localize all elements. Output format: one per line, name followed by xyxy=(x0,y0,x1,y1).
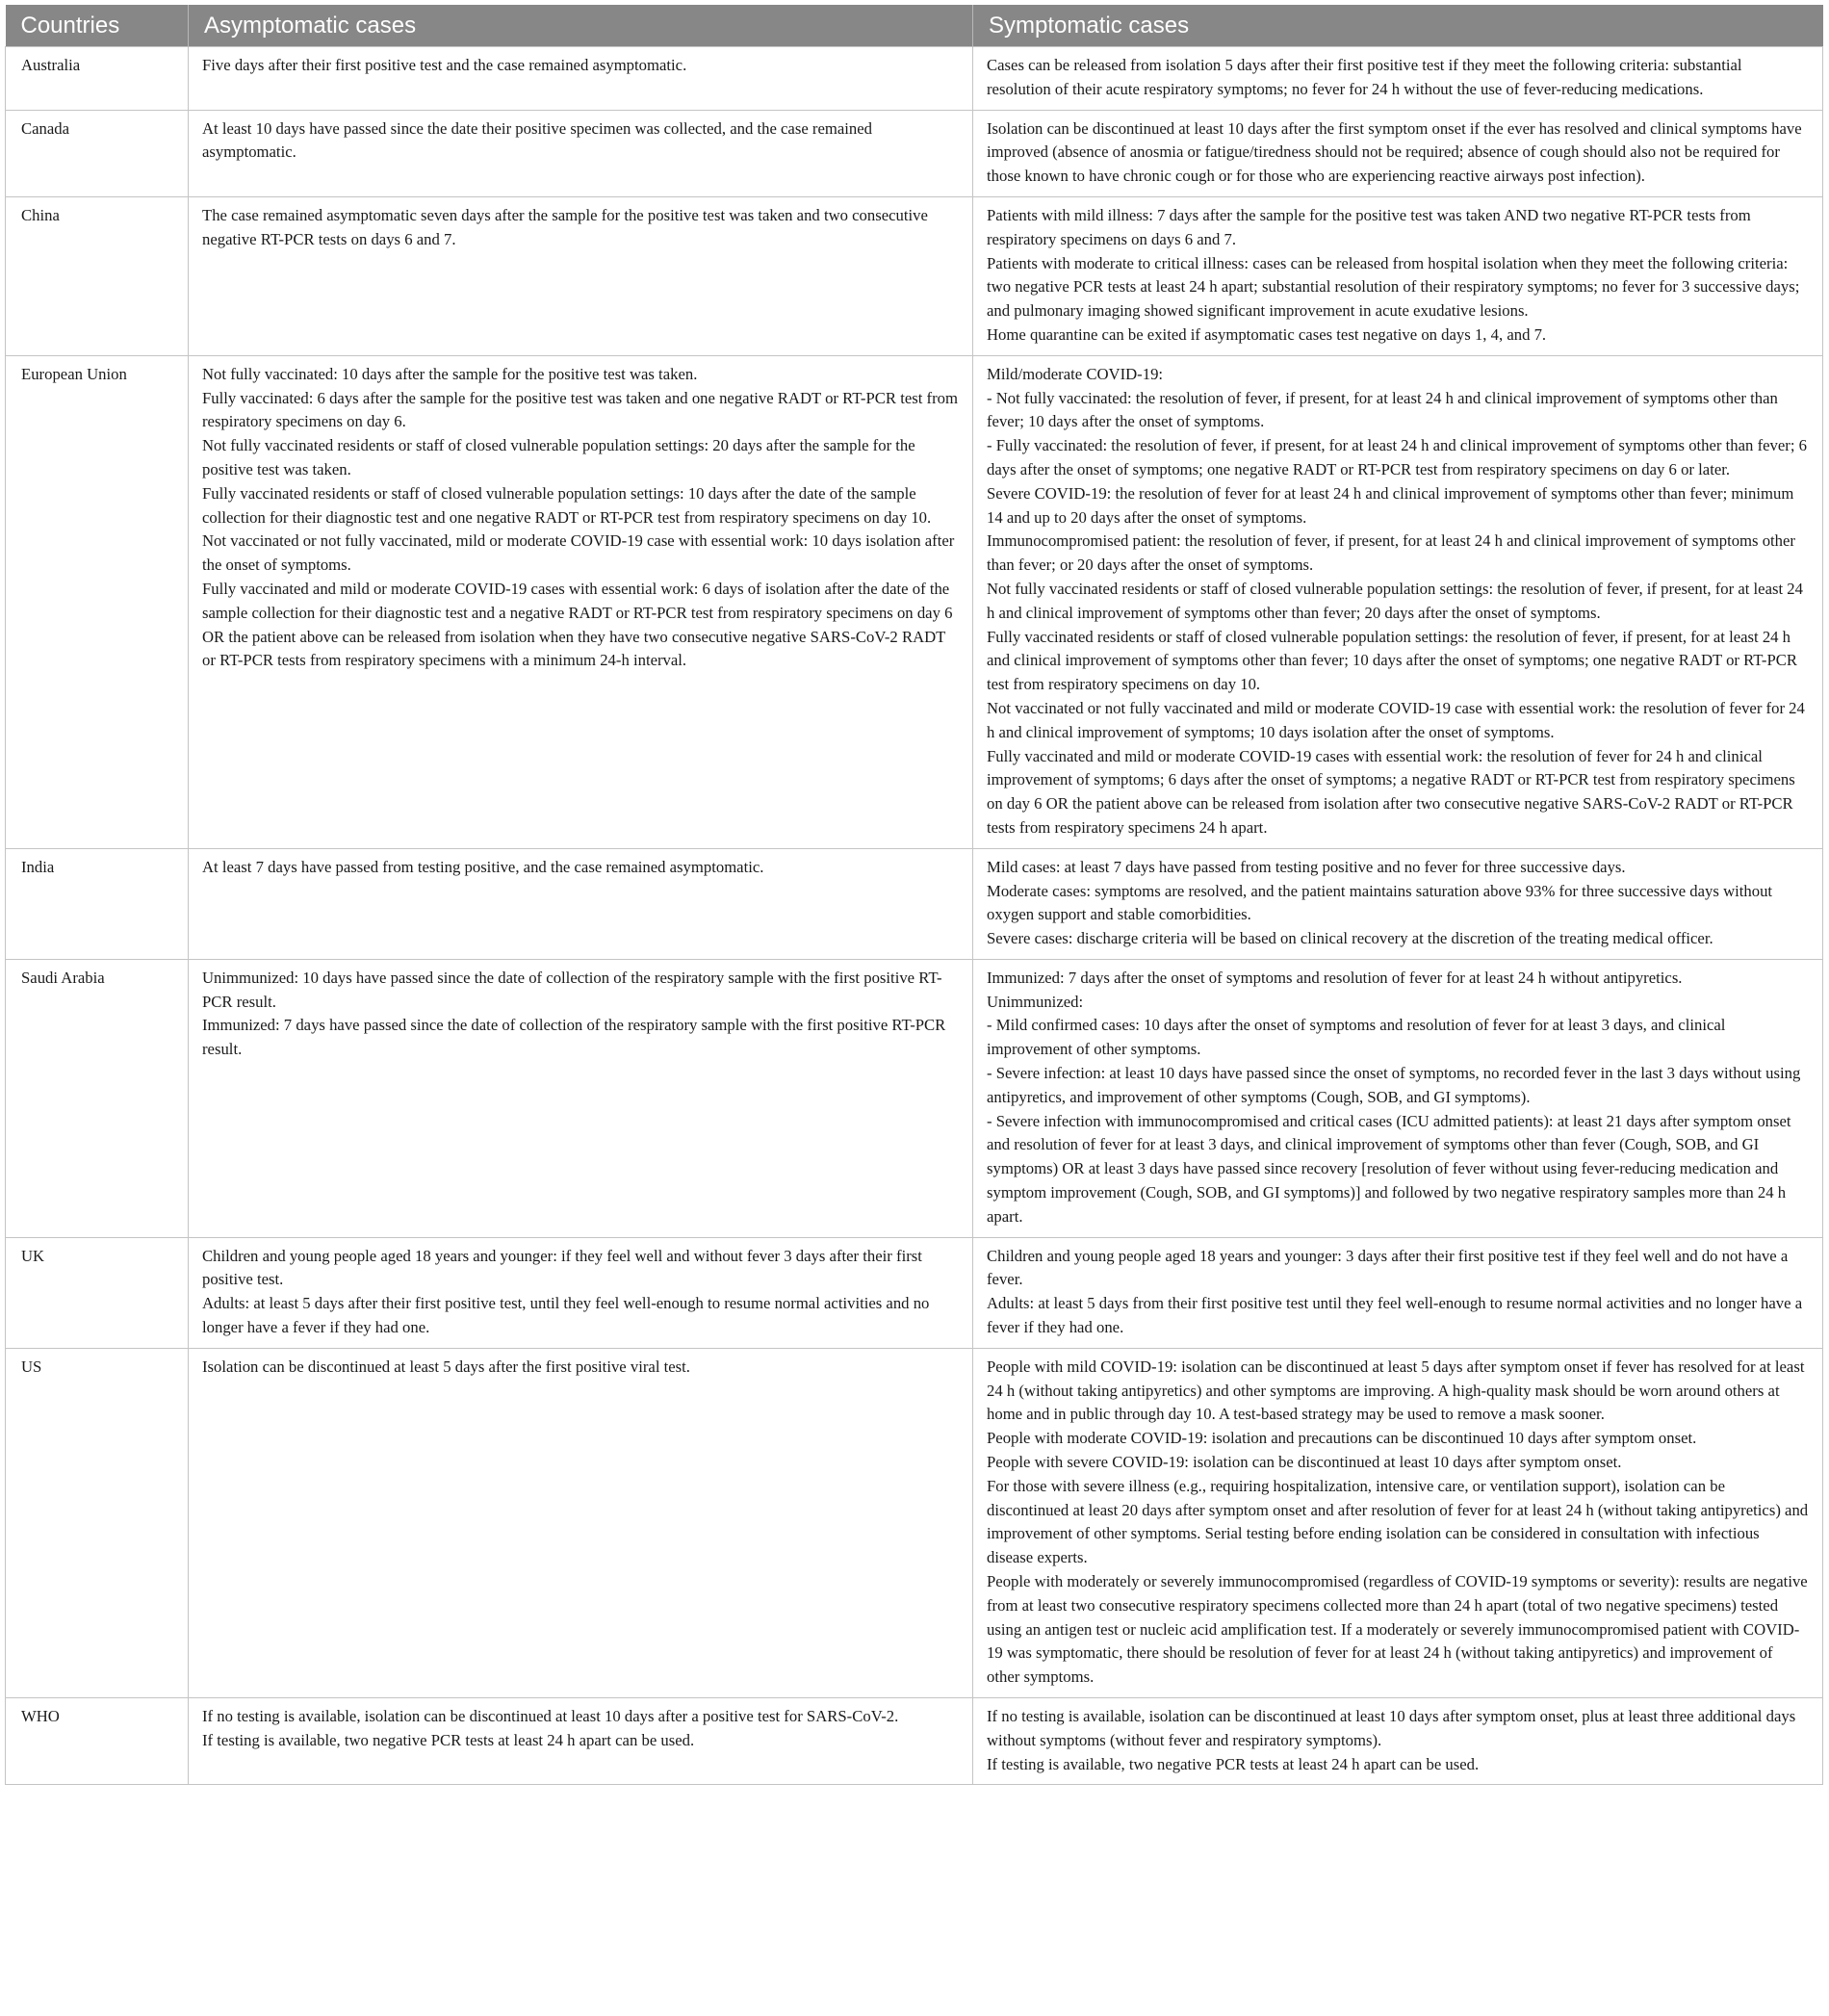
table-row xyxy=(6,1698,1823,1785)
asymptomatic-cell xyxy=(189,47,973,111)
symptomatic-criterion: Severe COVID-19: the resolution of fever for at least 24 h and clinical improvement of symptoms other than fever; minimum 14 and up to 20 days after the onset of symptoms. xyxy=(987,483,1794,527)
symptomatic-criterion: - Fully vaccinated: the resolution of fever, if present, for at least 24 h and clinical improvement of symptoms other than fever; 6 days after the onset of symptoms; one negative RADT or RT-PCR test from respiratory specimens on day 6 or later. xyxy=(987,436,1807,478)
asymptomatic-criterion: Not vaccinated or not fully vaccinated, mild or moderate COVID-19 case with essential work: 10 days isolation after the onset of symptoms. xyxy=(202,531,955,575)
asymptomatic-criterion: Children and young people aged 18 years and younger: if they feel well and without fever 3 days after their first positive test. xyxy=(202,1246,922,1289)
symptomatic-criterion: Fully vaccinated and mild or moderate COVID-19 cases with essential work: the resolution of fever for 24 h and clinical improvement of symptoms; 6 days after the onset of symptoms; a negative RADT or RT-PCR test from respiratory specimens on day 6 OR the patient above can be released from isolation after two consecutive negative SARS-CoV-2 RADT or RT-PCR tests from respiratory specimens 24 h apart. xyxy=(987,746,1795,837)
table-header xyxy=(6,5,1823,47)
asymptomatic-cell xyxy=(189,196,973,355)
symptomatic-criterion: Isolation can be discontinued at least 10 days after the first symptom onset if the ever has resolved and clinical symptoms have improved (absence of anosmia or fatigue/tiredness should not be required; absence of cough should also not be required for those known to have chronic cough or for those who are experiencing reactive airways post infection). xyxy=(987,118,1802,186)
symptomatic-criterion: Patients with moderate to critical illness: cases can be released from hospital isolation when they meet the following criteria: two negative PCR tests at least 24 h apart; substantial resolution of their respiratory symptoms; no fever for 3 successive days; and pulmonary imaging showed significant improvement in acute exudative lesions. xyxy=(987,253,1800,321)
header-countries: Countries xyxy=(6,5,189,47)
symptomatic-criterion: Mild/moderate COVID-19: xyxy=(987,364,1164,383)
isolation-criteria-table xyxy=(5,5,1823,1785)
header-symptomatic: Symptomatic cases xyxy=(973,5,1823,47)
symptomatic-criterion: Mild cases: at least 7 days have passed from testing positive and no fever for three successive days. xyxy=(987,857,1626,876)
symptomatic-criterion: Fully vaccinated residents or staff of closed vulnerable population settings: the resolution of fever, if present, for at least 24 h and clinical improvement of symptoms other than fever; 10 days after the onset of symptoms; one negative RADT or RT-PCR test from respiratory specimens on day 10. xyxy=(987,627,1798,694)
header-row xyxy=(6,5,1823,47)
symptomatic-cell xyxy=(973,1348,1823,1697)
symptomatic-criterion: - Mild confirmed cases: 10 days after the onset of symptoms and resolution of fever for at least 3 days, and clinical improvement of other symptoms. xyxy=(987,1016,1726,1059)
table-row xyxy=(6,1237,1823,1348)
symptomatic-criterion: Adults: at least 5 days from their first positive test until they feel well-enough to resume normal activities and no longer have a fever if they had one. xyxy=(987,1294,1803,1337)
table-row xyxy=(6,196,1823,355)
symptomatic-cell xyxy=(973,47,1823,111)
symptomatic-cell xyxy=(973,1237,1823,1348)
symptomatic-criterion: Not fully vaccinated residents or staff of closed vulnerable population settings: the resolution of fever, if present, for at least 24 h and clinical improvement of symptoms other than fever; 20 days after the onset of symptoms. xyxy=(987,579,1803,622)
asymptomatic-cell xyxy=(189,1237,973,1348)
symptomatic-criterion: Not vaccinated or not fully vaccinated and mild or moderate COVID-19 case with essential work: the resolution of fever for 24 h and clinical improvement of symptoms; 10 days isolation after the onset of symptoms. xyxy=(987,698,1805,741)
symptomatic-criterion: Children and young people aged 18 years and younger: 3 days after their first positive test if they feel well and do not have a fever. xyxy=(987,1246,1789,1289)
asymptomatic-criterion: The case remained asymptomatic seven days after the sample for the positive test was taken and two consecutive negative RT-PCR tests on days 6 and 7. xyxy=(202,205,928,248)
asymptomatic-criterion: Unimmunized: 10 days have passed since the date of collection of the respiratory sample with the first positive RT-PCR result. xyxy=(202,968,942,1011)
country-cell: US xyxy=(6,1348,189,1697)
symptomatic-cell xyxy=(973,959,1823,1237)
asymptomatic-criterion: Five days after their first positive test and the case remained asymptomatic. xyxy=(202,56,687,74)
asymptomatic-criterion: If testing is available, two negative PCR tests at least 24 h apart can be used. xyxy=(202,1730,695,1749)
symptomatic-criterion: If no testing is available, isolation can be discontinued at least 10 days after symptom onset, plus at least three additional days without symptoms (without fever and respiratory symptoms). xyxy=(987,1707,1796,1749)
asymptomatic-criterion: Fully vaccinated residents or staff of closed vulnerable population settings: 10 days after the date of the sample collection for their diagnostic test and one negative RADT or RT-PCR test from respiratory specimens on day 10. xyxy=(202,483,932,527)
symptomatic-criterion: Moderate cases: symptoms are resolved, and the patient maintains saturation above 93% for three successive days without oxygen support and stable comorbidities. xyxy=(987,881,1773,924)
asymptomatic-criterion: Not fully vaccinated: 10 days after the sample for the positive test was taken. xyxy=(202,364,698,383)
asymptomatic-cell xyxy=(189,1348,973,1697)
symptomatic-cell xyxy=(973,1698,1823,1785)
asymptomatic-criterion: Immunized: 7 days have passed since the date of collection of the respiratory sample with the first positive RT-PCR result. xyxy=(202,1016,946,1059)
symptomatic-cell xyxy=(973,110,1823,196)
table-row xyxy=(6,848,1823,959)
asymptomatic-cell xyxy=(189,848,973,959)
symptomatic-cell xyxy=(973,355,1823,848)
table-row xyxy=(6,110,1823,196)
table-body xyxy=(6,47,1823,1785)
symptomatic-criterion: Home quarantine can be exited if asymptomatic cases test negative on days 1, 4, and 7. xyxy=(987,324,1547,344)
symptomatic-criterion: People with moderately or severely immunocompromised (regardless of COVID-19 symptoms or severity): results are negative from at least two consecutive respiratory specimens collected more than 24 h apart (total of two negative specimens) tested using an antigen test or nucleic acid amplification test. If a moderately or severely immunocompromised patient with COVID-19 was symptomatic, there should be resolution of fever for at least 24 h (without taking antipyretics) and improvement of other symptoms. xyxy=(987,1572,1808,1687)
country-cell: China xyxy=(6,196,189,355)
asymptomatic-cell xyxy=(189,110,973,196)
symptomatic-criterion: - Not fully vaccinated: the resolution of fever, if present, for at least 24 h and clinical improvement of symptoms other than fever; 10 days after the onset of symptoms. xyxy=(987,388,1778,431)
asymptomatic-criterion: Fully vaccinated: 6 days after the sample for the positive test was taken and one negative RADT or RT-PCR test from respiratory specimens on day 6. xyxy=(202,388,958,431)
symptomatic-criterion: People with moderate COVID-19: isolation and precautions can be discontinued 10 days after symptom onset. xyxy=(987,1429,1697,1448)
symptomatic-cell xyxy=(973,848,1823,959)
symptomatic-cell xyxy=(973,196,1823,355)
asymptomatic-criterion: If no testing is available, isolation can be discontinued at least 10 days after a positive test for SARS-CoV-2. xyxy=(202,1707,899,1725)
table-row xyxy=(6,1348,1823,1697)
symptomatic-criterion: - Severe infection: at least 10 days have passed since the onset of symptoms, no recorded fever in the last 3 days without using antipyretics, and improvement of other symptoms (Cough, SOB, and GI symptoms). xyxy=(987,1064,1801,1106)
asymptomatic-criterion: At least 7 days have passed from testing positive, and the case remained asymptomatic. xyxy=(202,857,764,876)
asymptomatic-criterion: Fully vaccinated and mild or moderate COVID-19 cases with essential work: 6 days of isolation after the date of the sample collection for their diagnostic test and a negative RADT or RT-PCR test from respiratory specimens on day 6 OR the patient above can be released from isolation when they have two consecutive negative SARS-CoV-2 RADT or RT-PCR tests from respiratory specimens with a minimum 24-h interval. xyxy=(202,579,953,670)
country-cell: India xyxy=(6,848,189,959)
symptomatic-criterion: For those with severe illness (e.g., requiring hospitalization, intensive care, or ventilation support), isolation can be discontinued at least 20 days after symptom onset and after resolution of fever for at least 24 h (without taking antipyretics) and improvement of other symptoms. Serial testing before ending isolation can be considered in consultation with infectious disease experts. xyxy=(987,1476,1809,1567)
symptomatic-criterion: - Severe infection with immunocompromised and critical cases (ICU admitted patients): at least 21 days after symptom onset and resolution of fever for at least 3 days, and clinical improvement of symptoms other than fever (Cough, SOB, and GI symptoms) OR at least 3 days have passed since recovery [resolution of fever without using fever-reducing medication and symptom improvement (Cough, SOB, and GI symptoms)] and followed by two negative respiratory samples more than 24 h apart. xyxy=(987,1111,1791,1226)
country-cell: WHO xyxy=(6,1698,189,1785)
country-cell: Canada xyxy=(6,110,189,196)
asymptomatic-cell xyxy=(189,1698,973,1785)
country-cell: UK xyxy=(6,1237,189,1348)
symptomatic-criterion: If testing is available, two negative PCR tests at least 24 h apart can be used. xyxy=(987,1754,1480,1773)
symptomatic-criterion: Immunized: 7 days after the onset of symptoms and resolution of fever for at least 24 h without antipyretics. xyxy=(987,968,1683,987)
country-cell: Australia xyxy=(6,47,189,111)
country-cell: European Union xyxy=(6,355,189,848)
asymptomatic-criterion: Isolation can be discontinued at least 5 days after the first positive viral test. xyxy=(202,1357,690,1376)
asymptomatic-criterion: Not fully vaccinated residents or staff of closed vulnerable population settings: 20 days after the sample for the positive test was taken. xyxy=(202,436,915,478)
asymptomatic-cell xyxy=(189,959,973,1237)
asymptomatic-criterion: Adults: at least 5 days after their first positive test, until they feel well-enough to resume normal activities and no longer have a fever if they had one. xyxy=(202,1294,930,1337)
asymptomatic-criterion: At least 10 days have passed since the date their positive specimen was collected, and the case remained asymptomatic. xyxy=(202,118,872,162)
symptomatic-criterion: Unimmunized: xyxy=(987,992,1084,1011)
header-asymptomatic: Asymptomatic cases xyxy=(189,5,973,47)
symptomatic-criterion: Immunocompromised patient: the resolution of fever, if present, for at least 24 h and clinical improvement of symptoms other than fever; or 20 days after the onset of symptoms. xyxy=(987,531,1795,575)
symptomatic-criterion: People with mild COVID-19: isolation can be discontinued at least 5 days after symptom onset if fever has resolved for at least 24 h (without taking antipyretics) and other symptoms are improving. A high-quality mask should be worn around others at home and in public through day 10. A test-based strategy may be used to remove a mask sooner. xyxy=(987,1357,1805,1424)
symptomatic-criterion: Severe cases: discharge criteria will be based on clinical recovery at the discretion of the treating medical officer. xyxy=(987,929,1713,948)
symptomatic-criterion: People with severe COVID-19: isolation can be discontinued at least 10 days after symptom onset. xyxy=(987,1453,1622,1472)
asymptomatic-cell xyxy=(189,355,973,848)
table-row xyxy=(6,355,1823,848)
symptomatic-criterion: Patients with mild illness: 7 days after the sample for the positive test was taken AND two negative RT-PCR tests from respiratory specimens on days 6 and 7. xyxy=(987,205,1751,248)
country-cell: Saudi Arabia xyxy=(6,959,189,1237)
table-row xyxy=(6,959,1823,1237)
table-row xyxy=(6,47,1823,111)
symptomatic-criterion: Cases can be released from isolation 5 days after their first positive test if they meet the following criteria: substantial resolution of their acute respiratory symptoms; no fever for 24 h without the use of fever-reducing medications. xyxy=(987,56,1742,98)
